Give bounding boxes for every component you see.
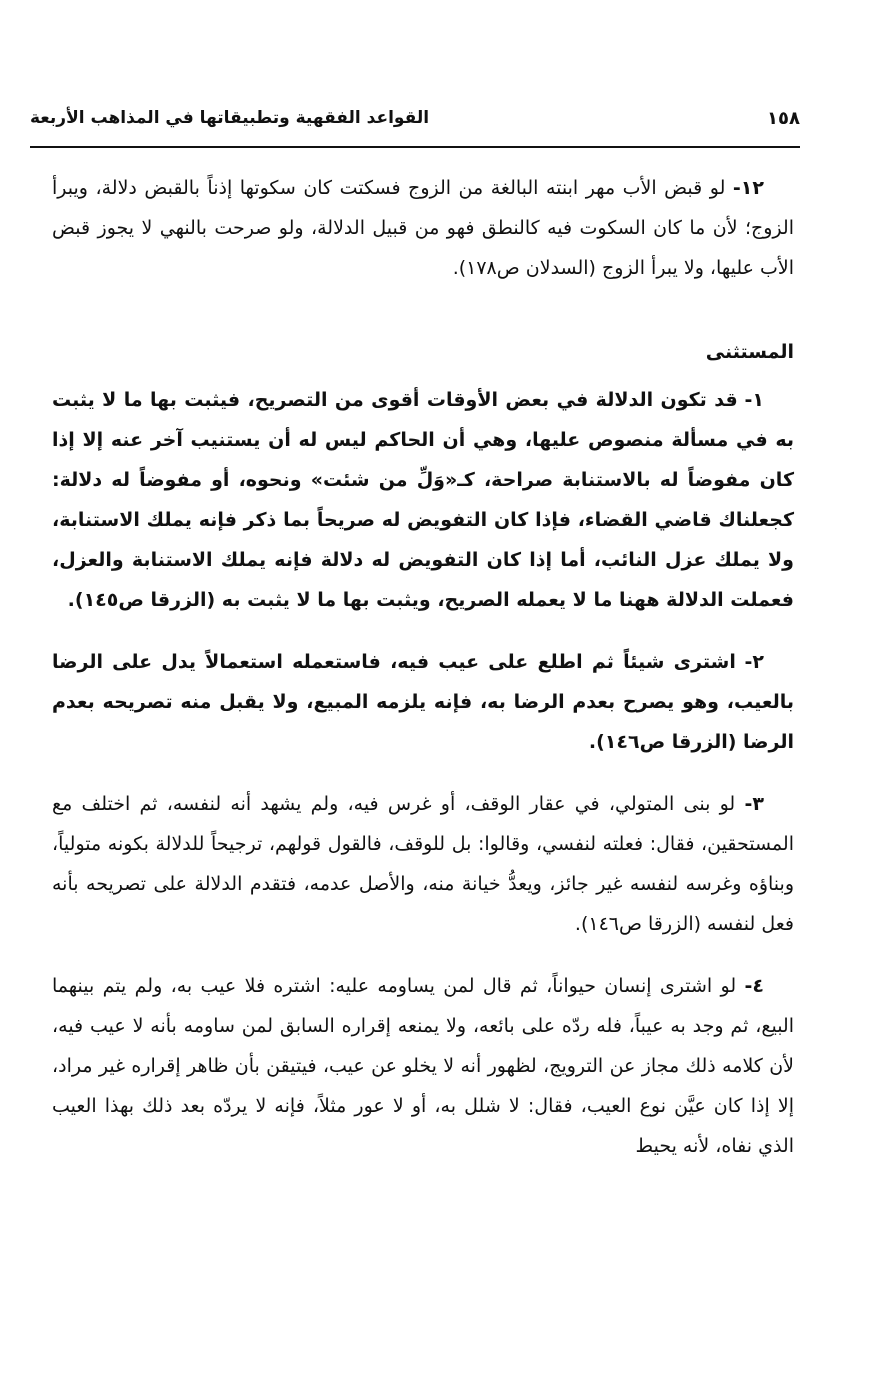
page-number: ١٥٨ bbox=[767, 108, 800, 129]
header-divider bbox=[30, 146, 800, 148]
running-title: القواعد الفقهية وتطبيقاتها في المذاهب الأربعة bbox=[30, 108, 430, 128]
item-text: لو بنى المتولي، في عقار الوقف، أو غرس فيه، ولم يشهد أنه لنفسه، ثم اختلف مع المستحقين، فقال: فعلته لنفسي، وقالوا: بل للوقف، فالقول قولهم، ترجيحاً للدلالة بكونه متولياً، وبناؤه وغرسه لنفسه غير جائز، ويعدُّ خيانة منه، والأصل عدمه، فتقدم الدلالة على تصريحه بأنه فعل لنفسه (الزرقا ص١٤٦). bbox=[52, 793, 794, 935]
list-item bbox=[52, 966, 794, 1166]
section-heading: المستثنى bbox=[705, 341, 794, 363]
item-text: لو اشترى إنسان حيواناً، ثم قال لمن يساومه عليه: اشتره فلا عيب به، ولم يتم بينهما البيع، ثم وجد به عيباً، فله ردّه على بائعه، ولا يمنعه إقراره السابق لمن ساومه بأنه لا عيب فيه، لأن كلامه ذلك مجاز عن الترويج، لظهور أنه لا يخلو عن عيب، فيتيقن بأن ظاهر إقراره غير مراد، إلا إذا كان عيَّن نوع العيب، فقال: لا شلل به، أو لا عور مثلاً، فإنه لا يردّه بعد ذلك بهذا العيب الذي نفاه، لأنه يحيط bbox=[52, 975, 794, 1157]
item-text: لو قبض الأب مهر ابنته البالغة من الزوج فسكتت كان سكوتها إذناً بالقبض دلالة، ويبرأ الزوج؛ لأن ما كان السكوت فيه كالنطق فهو من قبيل الدلالة، ولو صرحت بالنهي لا يجوز قبض الأب عليها، ولا يبرأ الزوج (السدلان ص١٧٨). bbox=[52, 177, 794, 279]
page-body bbox=[52, 168, 794, 1166]
item-number: ٢- bbox=[744, 651, 764, 673]
intro-item bbox=[52, 168, 794, 288]
item-number: ١٢- bbox=[732, 177, 764, 199]
item-text: اشترى شيئاً ثم اطلع على عيب فيه، فاستعمله استعمالاً يدل على الرضا بالعيب، وهو يصرح بعدم الرضا به، فإنه يلزمه المبيع، ولا يقبل منه تصريحه بعدم الرضا (الزرقا ص١٤٦). bbox=[52, 651, 794, 753]
item-text: قد تكون الدلالة في بعض الأوقات أقوى من التصريح، فيثبت بها ما لا يثبت به في مسألة منصوص عليها، وهي أن الحاكم ليس له أن يستنيب آخر عنه إلا إذا كان مفوضاً له بالاستنابة صراحة، كـ«وَلِّ من شئت» ونحوه، أو مفوضاً له دلالة: كجعلناك قاضي القضاء، فإذا كان التفويض له صريحاً بما ذكر فإنه يملك الاستنابة، ولا يملك عزل النائب، أما إذا كان التفويض له دلالة فإنه يملك الاستنابة والعزل، فعملت الدلالة ههنا ما لا يعمله الصريح، ويثبت بها ما لا يثبت به (الزرقا ص١٤٥). bbox=[52, 389, 794, 611]
item-number: ١- bbox=[744, 389, 764, 411]
item-number: ٤- bbox=[744, 975, 765, 997]
list-item bbox=[52, 784, 794, 944]
list-item bbox=[52, 642, 794, 762]
list-item bbox=[52, 380, 794, 620]
page-header bbox=[30, 108, 800, 142]
item-number: ٣- bbox=[744, 793, 764, 815]
